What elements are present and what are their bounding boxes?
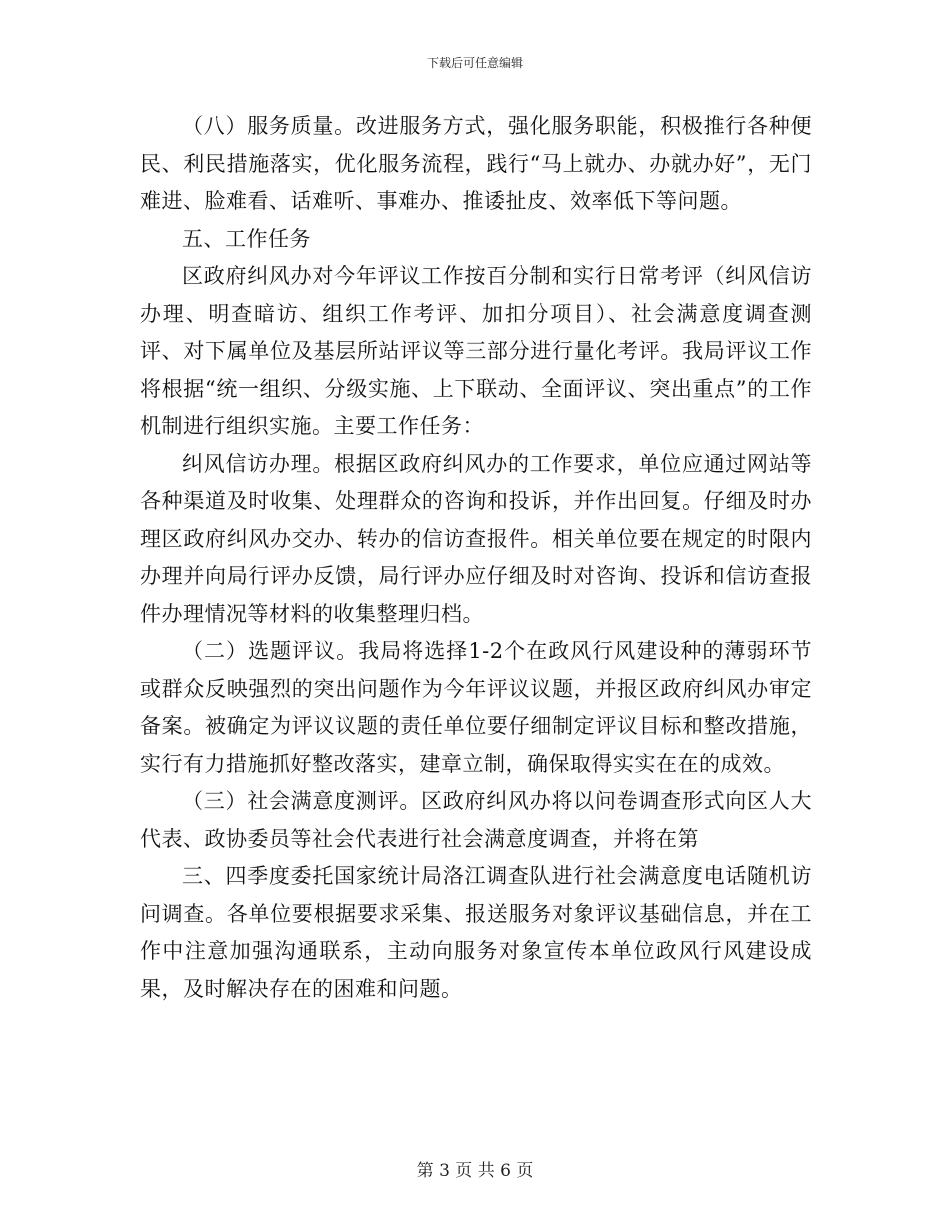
paragraph-evaluation-overview: 区政府纠风办对今年评议工作按百分制和实行日常考评（纠风信访办理、明查暗访、组织工作考评、加扣分项目）、社会满意度调查测评、对下属单位及基层所站评议等三部分进行量化考评。我局评议工作将根据“统一组织、分级实施、上下联动、全面评议、突出重点”的工作机制进行组织实施。主要工作任务： xyxy=(140,264,812,438)
paragraph-petition-handling: 纠风信访办理。根据区政府纠风办的工作要求，单位应通过网站等各种渠道及时收集、处理群众的咨询和投诉，并作出回复。仔细及时办理区政府纠风办交办、转办的信访查报件。相关单位要在规定的时限内办理并向局行评办反馈，局行评办应仔细及时对咨询、投诉和信访查报件办理情况等材料的收集整理归档。 xyxy=(140,451,812,626)
paragraph-service-quality: （八）服务质量。改进服务方式，强化服务职能，积极推行各种便民、利民措施落实，优化服务流程，践行“马上就办、办就办好”，无门难进、脸难看、话难听、事难办、推诿扯皮、效率低下等问题。 xyxy=(140,114,812,213)
paragraph-satisfaction-survey: （三）社会满意度测评。区政府纠风办将以问卷调查形式向区人大代表、政协委员等社会代表进行社会满意度调查，并将在第 xyxy=(140,789,812,851)
page-footer: 第 3 页 共 6 页 xyxy=(416,1161,534,1181)
page-header: 下载后可任意编辑 xyxy=(426,56,523,70)
document-body xyxy=(140,108,812,1008)
section-heading-work-tasks: 五、工作任务 xyxy=(182,226,311,251)
paragraph-topic-evaluation: （二）选题评议。我局将选择1-2个在政风行风建设种的薄弱环节或群众反映强烈的突出问题作为今年评议议题，并报区政府纠风办审定备案。被确定为评议议题的责任单位要仔细制定评议目标和整改措施，实行有力措施抓好整改落实，建章立制，确保取得实实在在的成效。 xyxy=(140,639,812,776)
paragraph-phone-survey: 三、四季度委托国家统计局洛江调查队进行社会满意度电话随机访问调查。各单位要根据要求采集、报送服务对象评议基础信息，并在工作中注意加强沟通联系，主动向服务对象宣传本单位政风行风建设成果，及时解决存在的困难和问题。 xyxy=(140,864,812,1001)
